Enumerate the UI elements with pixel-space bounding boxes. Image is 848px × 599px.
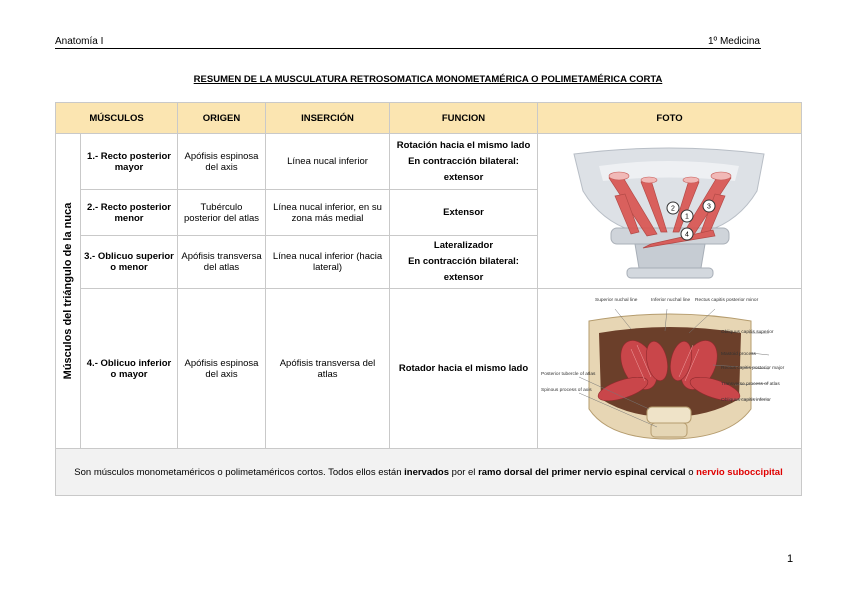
col-header-origen: ORIGEN <box>178 103 266 134</box>
origin-cell: Apófisis espinosa del axis <box>178 289 266 449</box>
muscle-name: 2.- Recto posterior menor <box>81 190 178 236</box>
photo-cell-2 <box>538 289 802 449</box>
function-cell <box>390 236 538 289</box>
muscle-name: 3.- Oblicuo superior o menor <box>81 236 178 289</box>
footer-text-bold: ramo dorsal del primer nervio espinal cervical <box>478 466 686 478</box>
table-header-row <box>56 103 802 134</box>
footer-note <box>56 449 802 496</box>
document-title: RESUMEN DE LA MUSCULATURA RETROSOMATICA MONOMETAMÉRICA O POLIMETAMÉRICA CORTA <box>193 74 663 85</box>
muscle-name: 4.- Oblicuo inferior o mayor <box>81 289 178 449</box>
marker-label: 3 <box>706 203 711 210</box>
origin-cell: Apófisis espinosa del axis <box>178 134 266 190</box>
page-number: 1 <box>787 553 794 565</box>
function-line: Rotación hacia el mismo lado <box>396 139 531 151</box>
table-row <box>56 289 802 449</box>
footer-text: Son músculos monometaméricos o polimetaméricos cortos. Todos ellos están <box>74 466 405 478</box>
group-label-cell <box>56 134 81 449</box>
footer-text-highlight: nervio suboccipital <box>696 466 783 478</box>
suboccipital-dissection-illustration <box>539 289 801 445</box>
footer-text: por el <box>449 466 479 478</box>
anatomy-label: Obliquus capitis inferior <box>720 398 771 403</box>
marker-label: 2 <box>670 205 675 212</box>
function-line: Lateralizador <box>433 240 494 251</box>
header-right: 1º Medicina <box>707 36 760 47</box>
anatomy-label: Rectus capitis posterior major <box>720 366 784 371</box>
function-cell <box>390 289 538 449</box>
origin-cell: Apófisis transversa del atlas <box>178 236 266 289</box>
anatomy-label: Rectus capitis posterior minor <box>694 298 758 303</box>
anatomy-label: Obliquus capitis superior <box>720 330 774 335</box>
col-header-insercion: INSERCIÓN <box>266 103 390 134</box>
footer-text-bold: inervados <box>404 466 450 478</box>
anatomy-label: Superior nuchal line <box>594 298 637 303</box>
marker-label: 4 <box>684 231 689 238</box>
origin-cell: Tubérculo posterior del atlas <box>178 190 266 236</box>
function-cell <box>390 190 538 236</box>
footer-text: o <box>685 466 697 478</box>
function-line: Extensor <box>443 206 484 218</box>
function-line: En contracción bilateral: extensor <box>408 256 519 283</box>
suboccipital-skull-illustration <box>539 136 801 284</box>
footer-row <box>56 449 802 496</box>
anatomy-label: Mastoid process <box>720 352 756 357</box>
marker-label: 1 <box>684 213 689 220</box>
function-cell <box>390 134 538 190</box>
anatomy-label: Inferior nuchal line <box>650 298 690 303</box>
insertion-cell: Línea nucal inferior, en su zona más medial <box>266 190 390 236</box>
insertion-cell: Línea nucal inferior <box>266 134 390 190</box>
group-label: Músculos del triángulo de la nuca <box>62 202 74 380</box>
anatomy-label: Posterior tubercle of atlas <box>540 372 595 377</box>
insertion-cell: Apófisis transversa del atlas <box>266 289 390 449</box>
col-header-foto: FOTO <box>538 103 802 134</box>
header-rule <box>55 48 761 49</box>
col-header-musculos: MÚSCULOS <box>56 103 178 134</box>
col-header-funcion: FUNCION <box>390 103 538 134</box>
muscle-name: 1.- Recto posterior mayor <box>81 134 178 190</box>
insertion-cell: Línea nucal inferior (hacia lateral) <box>266 236 390 289</box>
muscle-summary-table <box>55 102 802 496</box>
anatomy-label: Spinous process of axis <box>540 388 592 393</box>
function-line: Rotador hacia el mismo lado <box>398 362 529 374</box>
table-row <box>56 134 802 190</box>
header-left: Anatomía I <box>55 36 104 47</box>
function-line: En contracción bilateral: extensor <box>408 155 519 183</box>
anatomy-label: Transverse process of atlas <box>720 382 780 387</box>
photo-cell-1 <box>538 134 802 289</box>
